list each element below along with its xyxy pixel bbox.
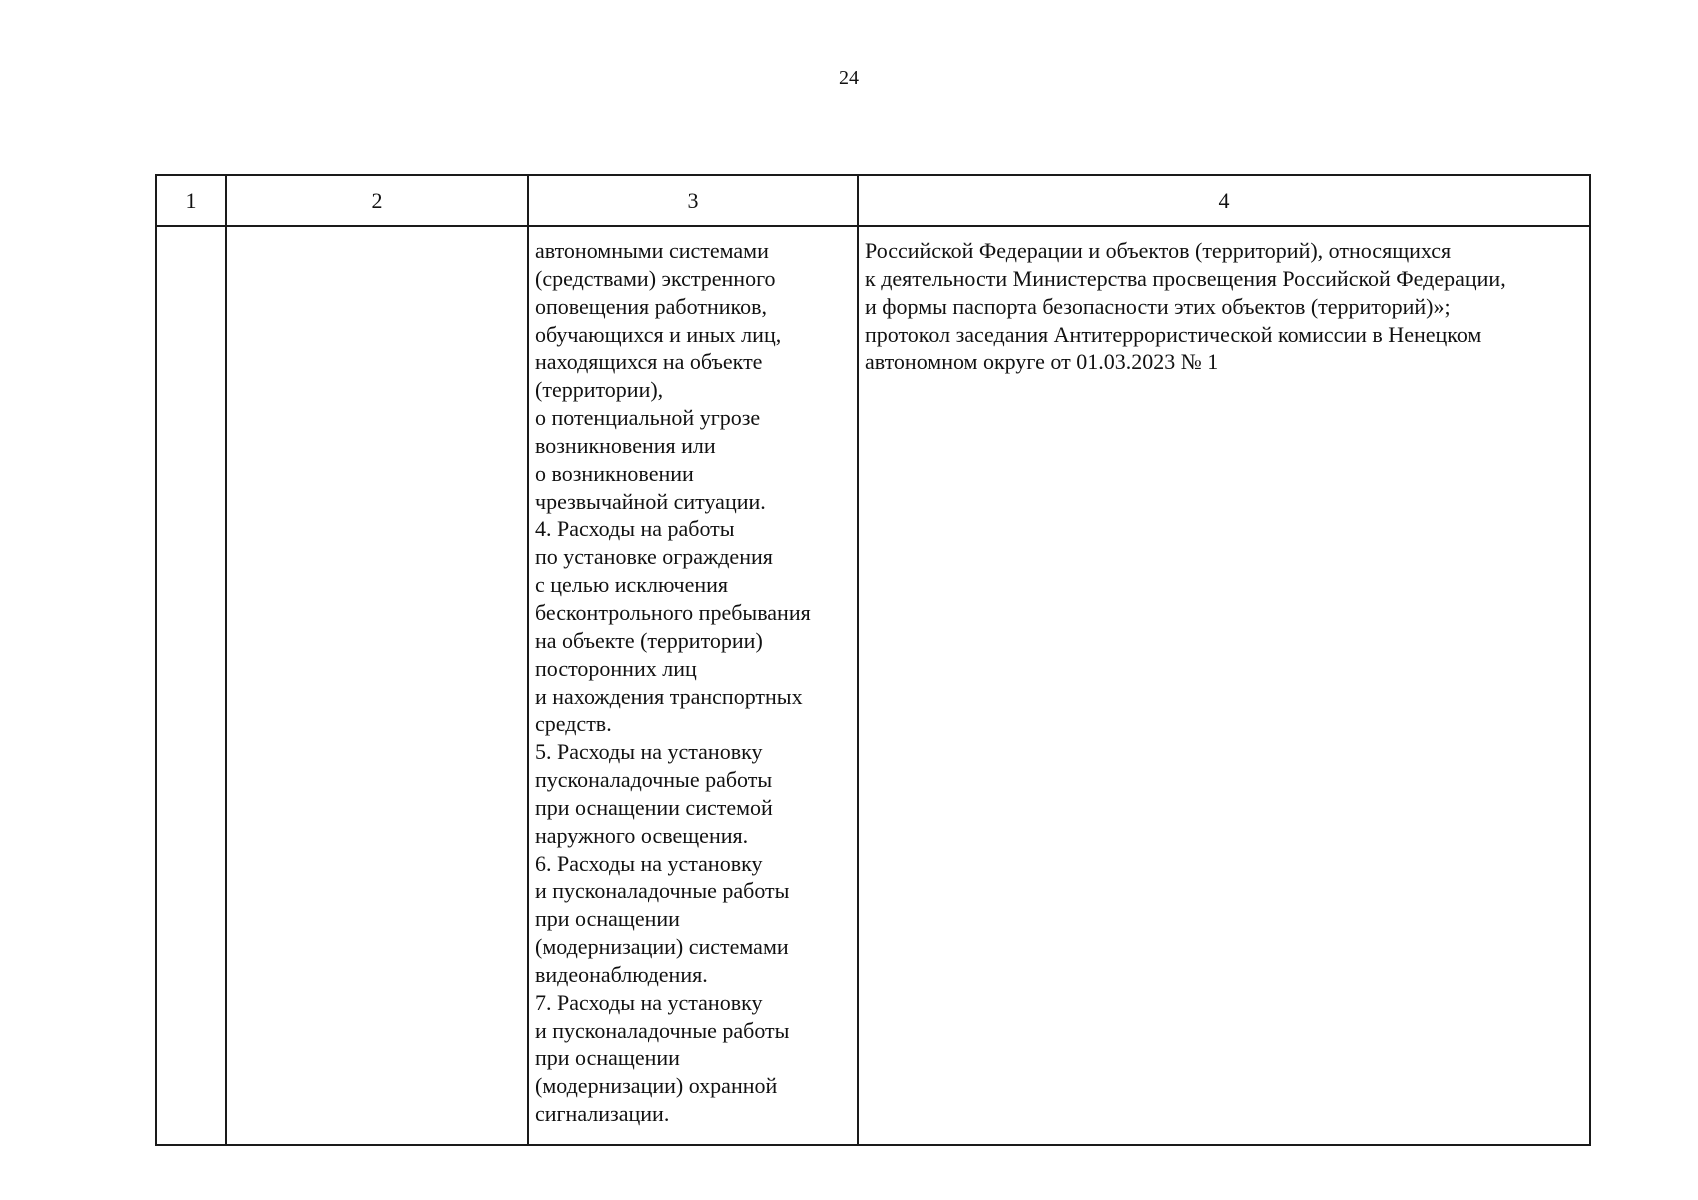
cell-col-3 (528, 226, 858, 1145)
cell-col-1-text (157, 227, 225, 237)
cell-col-4-text: Российской Федерации и объектов (территорий), относящихся к деятельности Министерства просвещения Российской Федерации, и формы паспорта безопасности этих объектов (территорий)»; протокол заседания Антитеррористической комиссии в Ненецком автономном округе от 01.03.2023 № 1 (865, 238, 1506, 375)
table-body (156, 226, 1590, 1145)
header-col-1: 1 (156, 175, 226, 226)
page-number: 24 (839, 67, 859, 89)
cell-col-2 (226, 226, 528, 1145)
cell-col-1 (156, 226, 226, 1145)
header-row (156, 175, 1590, 226)
cell-col-2-text (227, 227, 527, 237)
table-header (156, 175, 1590, 226)
table-row (156, 226, 1590, 1145)
cell-col-3-text: автономными системами (средствами) экстренного оповещения работников, обучающихся и иных лиц, находящихся на объекте (территории), о потенциальной угрозе возникновения или о возникновении чрезвычайной ситуации. 4. Расходы на работы по установке ограждения с целью исключения бесконтрольного пребывания на объекте (территории) посторонних лиц и нахождения транспортных средств. 5. Расходы на установку пусконаладочные работы при оснащении системой наружного освещения. 6. Расходы на установку и пусконаладочные работы при оснащении (модернизации) системами видеонаблюдения. 7. Расходы на установку и пусконаладочные работы при оснащении (модернизации) охранной сигнализации. (535, 238, 811, 1127)
cell-col-4 (858, 226, 1590, 1145)
header-col-2: 2 (226, 175, 528, 226)
header-col-3: 3 (528, 175, 858, 226)
document-table (155, 174, 1591, 1146)
header-col-4: 4 (858, 175, 1590, 226)
